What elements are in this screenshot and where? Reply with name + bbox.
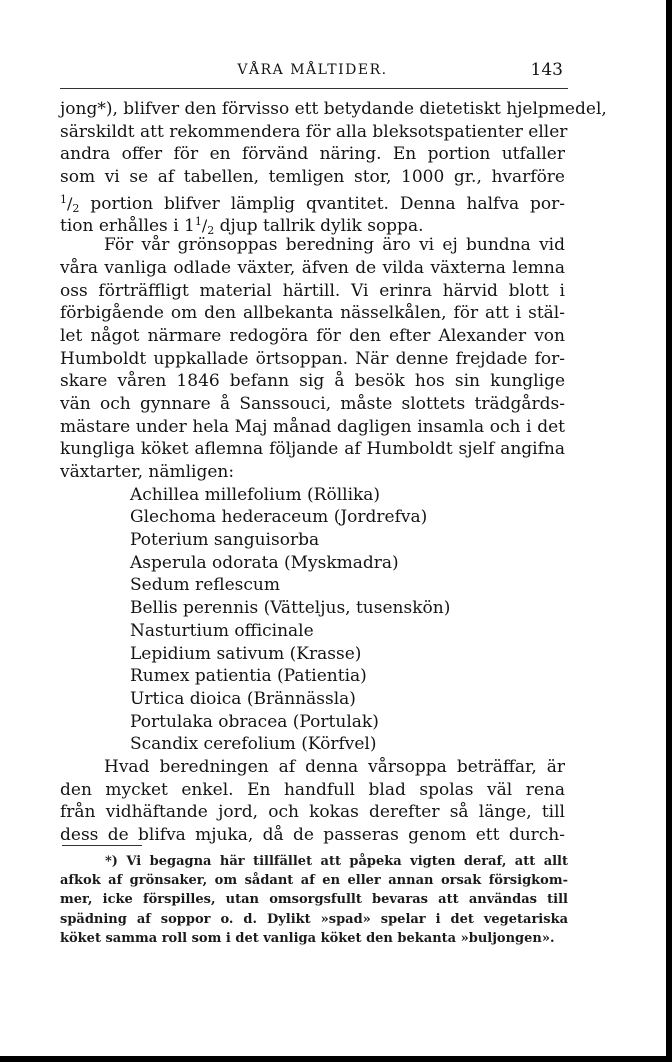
plant-list-item: Rumex patientia (Patientia) (130, 666, 367, 687)
footnote-rule (62, 845, 142, 846)
body-text (60, 98, 607, 847)
plant-list-item: Glechoma hederaceum (Jordrefva) (130, 507, 428, 528)
text-line: tion erhålles i $1^1/_2$ djup tallrik dylik soppa. (60, 211, 565, 234)
plant-list-item: Scandix cerefolium (Körfvel) (130, 734, 377, 755)
page-number: 143 (530, 60, 563, 80)
plant-list-item: Nasturtium officinale (130, 620, 314, 641)
footnote-line: *) Vi begagna här tillfället att påpeka vigten deraf, att allt (105, 854, 568, 869)
footnote-line: spädning af soppor o. d. Dylikt »spad» spelar i det vegetariska (60, 911, 568, 927)
text-line: let något närmare redogöra för den efter Alexander von (60, 325, 565, 346)
text-line: jong*), blifver den förvisso ett betydande dietetiskt hjelpmedel, (60, 99, 607, 119)
text-line: växtarter, nämligen: (60, 462, 235, 482)
scan-frame-right (666, 0, 672, 1062)
plant-list-item: Asperula odorata (Myskmadra) (130, 552, 399, 573)
running-head: VÅRA MÅLTIDER. (237, 62, 388, 78)
text-line: För vår grönsoppas beredning äro vi ej bundna vid (104, 235, 565, 256)
plant-list-item: Portulaka obracea (Portulak) (130, 711, 379, 732)
page-header (60, 60, 565, 86)
header-rule (60, 88, 568, 89)
text-line: oss förträffligt material härtill. Vi erinra härvid blott i (60, 280, 565, 301)
text-line: den mycket enkel. En handfull blad spolas väl rena (60, 779, 565, 800)
text-line: från vidhäftande jord, och kokas derefter så länge, till (60, 802, 565, 823)
text-line: våra vanliga odlade växter, äfven de vilda växterna lemna (60, 257, 565, 278)
plant-list-item: Poterium sanguisorba (130, 530, 320, 551)
text-line: Humboldt uppkallade örtsoppan. När denne frejdade for- (60, 348, 565, 369)
footnote-line: köket samma roll som i det vanliga köket den bekanta »buljongen». (60, 930, 555, 946)
text-line: dess de blifva mjuka, då de passeras genom ett durch- (60, 825, 565, 845)
plant-list-item: Sedum reflescum (130, 575, 280, 596)
plant-list-item: Achillea millefolium (Röllika) (130, 484, 381, 505)
plant-list-item: Urtica dioica (Brännässla) (130, 688, 356, 709)
text-line: skare våren 1846 befann sig å besök hos sin kunglige (60, 371, 565, 392)
text-line: Hvad beredningen af denna vårsoppa beträffar, är (104, 756, 565, 777)
plant-list-item: Bellis perennis (Vätteljus, tusenskön) (130, 598, 451, 619)
plant-list-item: Lepidium sativum (Krasse) (130, 643, 362, 664)
text-line: andra offer för en förvänd näring. En portion utfaller (60, 144, 565, 165)
text-line: mästare under hela Maj månad dagligen insamla och i det (60, 416, 565, 437)
footnote-line: mer, icke förspilles, utan omsorgsfullt bevaras att användas till (60, 892, 568, 908)
text-line: kungliga köket aflemna följande af Humboldt sjelf angifna (60, 439, 565, 460)
footnote (60, 852, 568, 948)
text-line: vän och gynnare å Sanssouci, måste slottets trädgårds- (60, 393, 565, 414)
text-line: som vi se af tabellen, temligen stor, 1000 gr., hvarföre (60, 167, 565, 188)
text-line: $^1/_2$ portion blifver lämplig qvantitet. Denna halfva por- (60, 189, 565, 212)
fraction-half: $^1/_2$ (194, 215, 215, 238)
text-line: särskildt att rekommendera för alla bleksotspatienter eller (60, 121, 568, 142)
text-line: förbigående om den allbekanta nässelkålen, för att i stäl- (60, 303, 565, 324)
fraction-half: $^1/_2$ (60, 192, 80, 215)
scan-frame-bottom (0, 1056, 672, 1062)
footnote-line: afkok af grönsaker, om sådant af en eller annan orsak försigkom- (60, 873, 568, 889)
